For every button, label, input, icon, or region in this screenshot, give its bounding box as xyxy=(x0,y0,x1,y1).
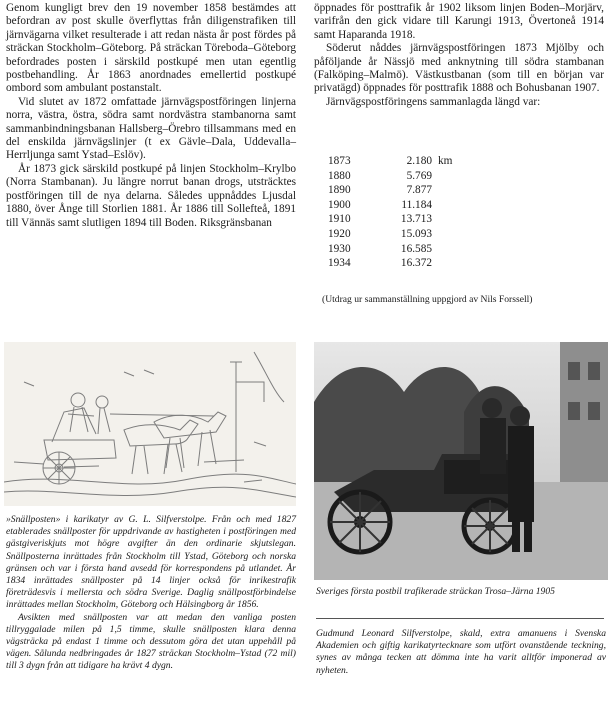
caption-divider xyxy=(316,618,604,619)
table-year: 1890 xyxy=(328,184,351,197)
length-table-row xyxy=(328,242,452,257)
table-value: 2.180 xyxy=(406,155,432,167)
bio-caption xyxy=(316,628,606,677)
length-table-row xyxy=(328,198,452,213)
table-unit xyxy=(432,212,452,227)
table-value: 15.093 xyxy=(400,227,432,240)
paragraph: Genom kungligt brev den 19 november 1858 bestämdes att befordran av post skulle överflyttas från diligenstrafiken till järnvägarna vilket resulterade i att redan nästa år post fördes på sträckan Stockholm–Göteborg. På sträckan Töreboda–Göteborg befordrades posten i särskild postkupé men utan egentlig postbehandling. År 1863 anordnades emellertid postkupé ombord som ambulant postanstalt. xyxy=(6,2,296,95)
length-table xyxy=(328,154,558,271)
table-year: 1930 xyxy=(328,242,351,255)
length-table-row xyxy=(328,154,452,169)
paragraph: Vid slutet av 1872 omfattade järnvägspostföringen linjerna norra, västra, östra, södra samt nordvästra stambanorna samt sammanbindningsbanan Hallsberg–Örebro tillsammans med en del enskilda järnvägslinjer (t ex Gävle–Dala, Uddevalla–Herrljunga samt Ystad–Eslöv). xyxy=(6,95,296,162)
table-unit xyxy=(432,256,452,271)
table-unit: km xyxy=(438,155,453,167)
length-table-grid xyxy=(328,154,452,271)
table-unit xyxy=(432,227,452,242)
photo-caption xyxy=(316,586,606,598)
length-table-row xyxy=(328,169,452,184)
caption-paragraph: »Snällposten» i karikatyr av G. L. Silfverstolpe. Från och med 1827 etablerades snällposter för uppdrivande av hastigheten i postföringen med gästgiveriskjuts mot högre avgifter än den ordinarie skjutslegan. Snällposterna inrättades från Stockholm till Ystad, Göteborg och norska gränsen och var i första hand avsedd för korrespondens på utlandet. År 1834 inrättades snällposter på 14 linjer också för inrikestrafik företrädesvis i mellersta och södra Sverige. Daglig snällpostförbindelse inrättades mellan Stockholm, Göteborg och Hälsingborg år 1856. xyxy=(6,514,296,611)
postal-car-photo xyxy=(314,342,608,580)
table-unit xyxy=(432,183,452,198)
photo-caption-text: Sveriges första postbil trafikerade sträckan Trosa–Järna 1905 xyxy=(316,586,555,597)
first-postal-car-photo xyxy=(314,342,608,580)
left-text-column xyxy=(6,2,296,230)
table-value: 16.372 xyxy=(400,257,432,270)
paragraph: År 1873 gick särskild postkupé på linjen Stockholm–Krylbo (Norra Stambanan). Ju längre norrut banan drogs, utsträcktes postföringen till de nya delarna. Således uppnåddes Ljusdal 1880, över Ånge till Storlien 1881. År 1886 till Sollefteå, 1891 till Vännäs samt slutligen 1894 till Boden. Riksgränsbanan xyxy=(6,162,296,229)
source-note xyxy=(322,294,607,306)
table-unit xyxy=(432,242,452,257)
table-unit xyxy=(432,169,452,184)
paragraph: Söderut nåddes järnvägspostföringen 1873 Mjölby och påföljande år Nässjö med anknytning till södra stambanan (Falköping–Malmö). Västkustbanan (som till en början var privatägd) öppnades för posttrafik 1888 och Bohusbanan 1907. xyxy=(314,42,604,95)
length-table-row xyxy=(328,212,452,227)
caption-paragraph: Avsikten med snällposten var att medan den vanliga posten tillryggalade milen på 1,5 timme, skulle snällposten klara denna vägsträcka på endast 1 timme och dessutom göra det utan uppehåll på vägen. Sålunda nedbringades år 1827 sträckan Stockholm–Ystad (72 mil) till 3 dygn från att tidigare ha krävt 4 dygn. xyxy=(6,611,296,672)
right-text-column xyxy=(314,2,604,109)
length-table-row xyxy=(328,227,452,242)
table-value: 11.184 xyxy=(401,198,432,211)
table-value: 13.713 xyxy=(400,213,432,226)
table-year: 1934 xyxy=(328,257,351,270)
caricature-sketch xyxy=(4,342,296,506)
left-caption xyxy=(6,514,296,673)
length-table-row xyxy=(328,256,452,271)
paragraph: Järnvägspostföringens sammanlagda längd var: xyxy=(326,95,541,108)
table-year: 1920 xyxy=(328,227,351,240)
table-year: 1900 xyxy=(328,198,351,211)
table-year: 1880 xyxy=(328,169,351,182)
table-value: 5.769 xyxy=(406,169,432,182)
bio-caption-text: Gudmund Leonard Silfverstolpe, skald, extra amanuens i Svenska Akademien och giftig karikatyrtecknare som utfört ovanstående teckning, synes av många tecken att dömma inte ha varit alltför imponerad av nyheten. xyxy=(316,628,606,676)
table-value: 7.877 xyxy=(406,184,432,197)
table-year: 1873 xyxy=(328,155,351,167)
table-year: 1910 xyxy=(328,213,351,226)
table-value: 16.585 xyxy=(400,242,432,255)
paragraph: öppnades för posttrafik år 1902 liksom linjen Boden–Morjärv, varifrån den gick vidare till Karungi 1913, Övertoneå 1914 samt Haparanda 1918. xyxy=(314,2,604,41)
caricature-sketch-image xyxy=(4,342,296,506)
source-note-text: (Utdrag ur sammanställning uppgjord av Nils Forssell) xyxy=(322,294,533,305)
length-table-row xyxy=(328,183,452,198)
table-unit xyxy=(432,198,452,213)
